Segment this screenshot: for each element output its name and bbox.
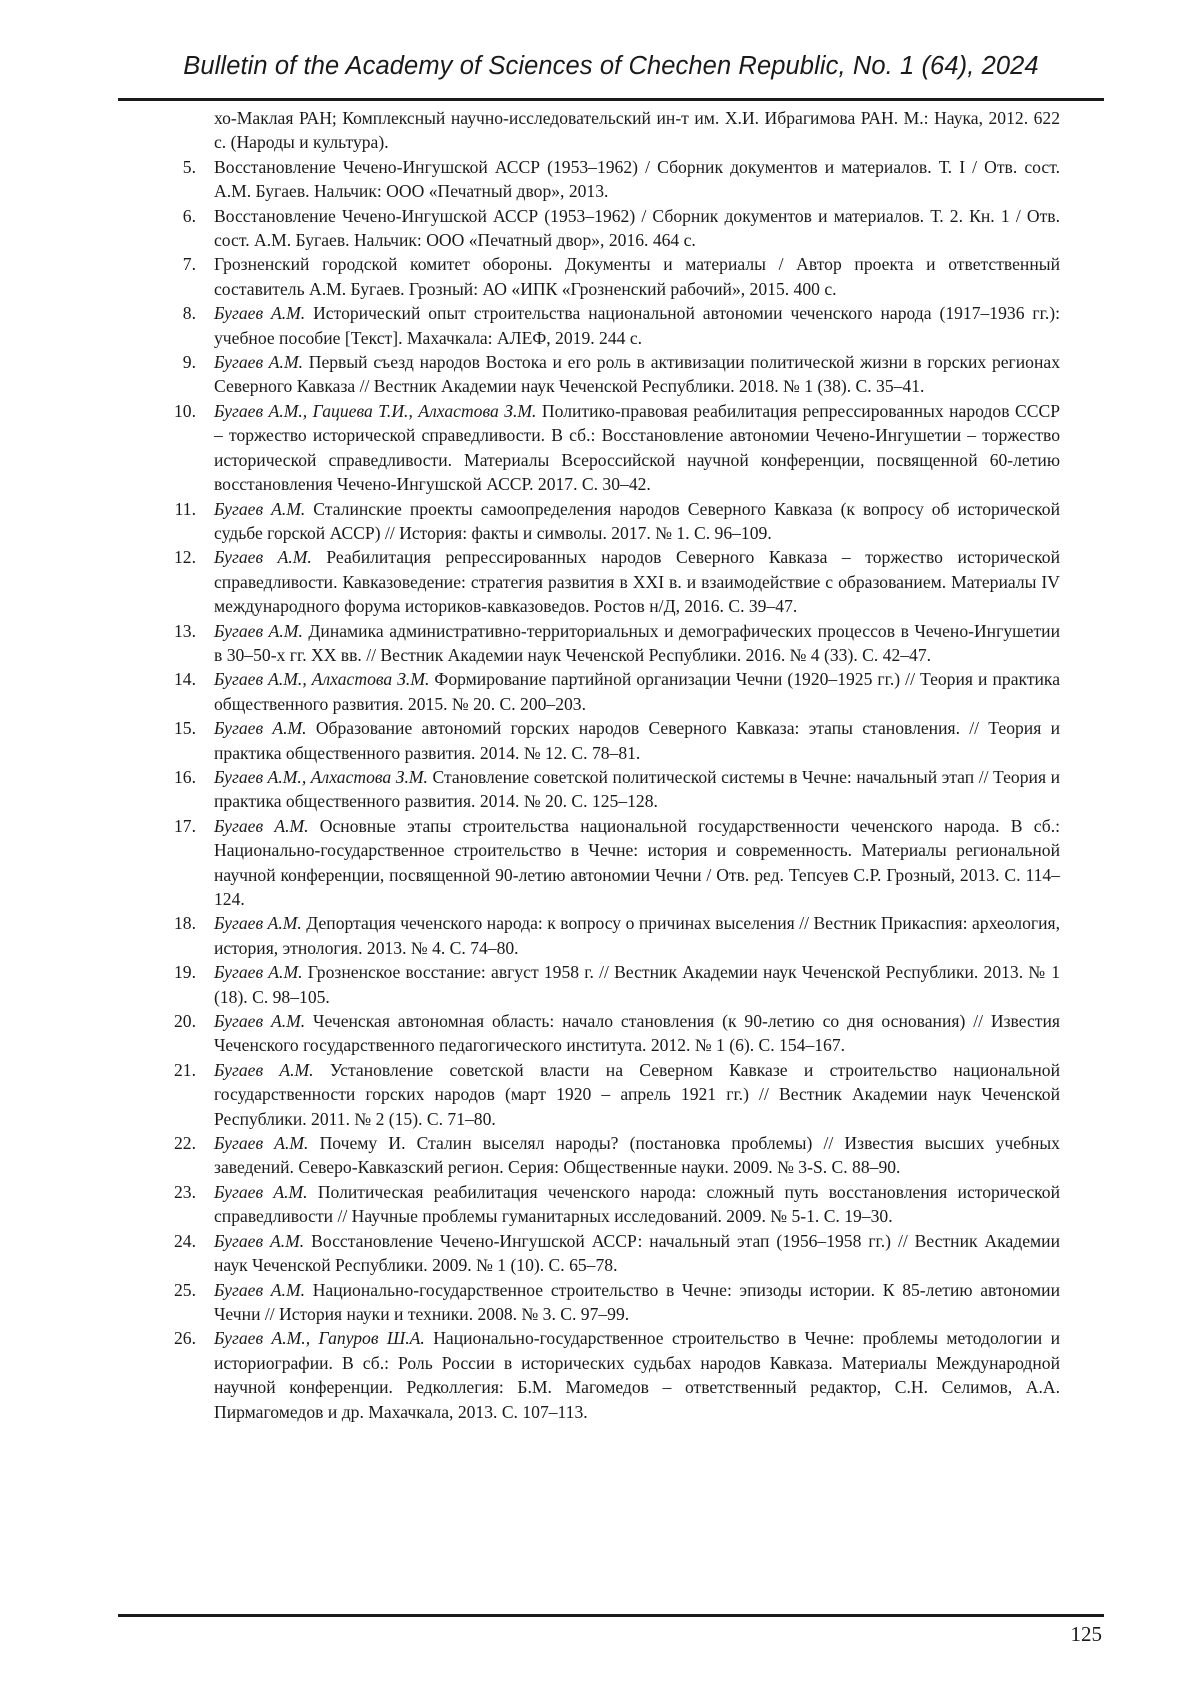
reference-body: Первый съезд народов Востока и его роль в активизации политической жизни в горских регионах Северного Кавказа // Вестник Академии наук Чеченской Республики. 2018. № 1 (38). С. 35–41.: [214, 352, 1060, 397]
reference-author: Бугаев А.М.: [214, 1279, 305, 1300]
reference-author: Бугаев А.М., Гапуров Ш.А.: [214, 1328, 425, 1349]
journal-header: Bulletin of the Academy of Sciences of Chechen Republic, No. 1 (64), 2024: [183, 52, 1039, 80]
reference-number: 22.: [174, 1133, 196, 1154]
reference-author: Бугаев А.М.: [214, 303, 306, 324]
reference-body: Сталинские проекты самоопределения народов Северного Кавказа (к вопросу об исторической судьбе горской АССР) // История: факты и символы. 2017. № 1. С. 96–109.: [214, 498, 1060, 543]
reference-author: Бугаев А.М.: [214, 1133, 309, 1154]
reference-item: [118, 765, 1060, 814]
reference-text: [214, 1131, 1060, 1180]
reference-text: [214, 814, 1060, 912]
reference-body: Восстановление Чечено-Ингушской АССР (1953–1962) / Сборник документов и материалов. Т. 2. Кн. 1 / Отв. сост. А.М. Бугаев. Нальчик: ООО «Печатный двор», 2016. 464 с.: [214, 205, 1060, 251]
reference-item: [118, 399, 1060, 497]
reference-number: 5.: [182, 156, 196, 177]
header-rule: [118, 98, 1104, 101]
reference-item: [118, 1058, 1060, 1131]
reference-item: [118, 1326, 1060, 1424]
reference-author: Бугаев А.М.: [214, 718, 307, 739]
reference-body: Исторический опыт строительства национальной автономии чеченского народа (1917–1936 гг.): учебное пособие [Текст]. Махачкала: АЛЕФ, 2019. 244 с.: [214, 303, 1060, 348]
reference-body: Реабилитация репрессированных народов Северного Кавказа – торжество исторической справедливости. Кавказоведение: стратегия развития в XXI в. и взаимодействие с образованием. Материалы IV международного форума историков-кавказоведов. Ростов н/Д, 2016. С. 39–47.: [214, 547, 1060, 617]
reference-item: [118, 106, 1060, 155]
reference-text: [214, 667, 1060, 716]
reference-item: [118, 667, 1060, 716]
reference-item: [118, 716, 1060, 765]
reference-number: 25.: [174, 1279, 196, 1300]
reference-text: [214, 1058, 1060, 1131]
reference-author: Бугаев А.М.: [214, 913, 302, 934]
reference-number: 16.: [174, 766, 196, 787]
reference-number: 6.: [182, 205, 196, 226]
reference-author: Бугаев А.М., Алхастова З.М.: [214, 766, 428, 787]
reference-item: [118, 350, 1060, 399]
reference-text: [214, 911, 1060, 960]
reference-item: [118, 1180, 1060, 1229]
reference-number: 7.: [182, 254, 196, 275]
reference-author: Бугаев А.М.: [214, 620, 303, 641]
reference-text: [214, 1180, 1060, 1229]
reference-body: Политическая реабилитация чеченского народа: сложный путь восстановления исторической справедливости // Научные проблемы гуманитарных исследований. 2009. № 5-1. С. 19–30.: [214, 1181, 1060, 1227]
reference-text: [214, 252, 1060, 301]
reference-text: [214, 619, 1060, 668]
reference-body: Установление советской власти на Северном Кавказе и строительство национальной государственности горских народов (март 1920 – апрель 1921 гг.) // Вестник Академии наук Чеченской Республики. 2011. № 2 (15). С. 71–80.: [214, 1059, 1061, 1129]
reference-body: Почему И. Сталин выселял народы? (постановка проблемы) // Известия высших учебных заведений. Северо-Кавказский регион. Серия: Общественные науки. 2009. № 3-S. С. 88–90.: [214, 1133, 1060, 1178]
reference-number: 11.: [174, 498, 196, 519]
reference-number: 9.: [182, 352, 196, 373]
reference-item: [118, 960, 1060, 1009]
reference-number: 8.: [182, 303, 196, 324]
reference-item: [118, 301, 1060, 350]
reference-text: [214, 765, 1060, 814]
reference-text: [214, 716, 1060, 765]
reference-text: [214, 497, 1060, 546]
reference-body: Становление советской политической системы в Чечне: начальный этап // Теория и практика общественного развития. 2014. № 20. С. 125–128.: [214, 766, 1061, 812]
reference-text: [214, 545, 1060, 618]
reference-author: Бугаев А.М., Алхастова З.М.: [214, 669, 430, 690]
reference-body: Образование автономий горских народов Северного Кавказа: этапы становления. // Теория и практика общественного развития. 2014. № 12. С. 78–81.: [214, 718, 1060, 763]
reference-body: Национально-государственное строительство в Чечне: эпизоды истории. К 85-летию автономии Чечни // История науки и техники. 2008. № 3. С. 97–99.: [214, 1279, 1060, 1324]
reference-item: [118, 545, 1060, 618]
reference-text: [214, 301, 1060, 350]
reference-text: [214, 204, 1060, 253]
reference-body: Чеченская автономная область: начало становления (к 90-летию со дня основания) // Известия Чеченского государственного педагогического института. 2012. № 1 (6). С. 154–167.: [214, 1011, 1060, 1056]
reference-author: Бугаев А.М.: [214, 962, 303, 983]
reference-number: 24.: [174, 1230, 196, 1251]
reference-author: Бугаев А.М.: [214, 1011, 306, 1032]
reference-item: [118, 497, 1060, 546]
reference-item: [118, 204, 1060, 253]
page-number: 125: [1070, 1622, 1102, 1646]
reference-text: [214, 399, 1060, 497]
reference-body: Грозненский городской комитет обороны. Документы и материалы / Автор проекта и ответственный составитель А.М. Бугаев. Грозный: АО «ИПК «Грозненский рабочий», 2015. 400 с.: [214, 254, 1060, 299]
reference-text: [214, 1326, 1060, 1424]
reference-text: [214, 106, 1060, 155]
reference-number: 15.: [174, 718, 196, 739]
reference-item: [118, 155, 1060, 204]
reference-author: Бугаев А.М.: [214, 547, 312, 568]
reference-list: [118, 106, 1060, 1424]
reference-author: Бугаев А.М.: [214, 1230, 305, 1251]
reference-body: Формирование партийной организации Чечни (1920–1925 гг.) // Теория и практика общественного развития. 2015. № 20. С. 200–203.: [214, 669, 1061, 714]
reference-number: 26.: [174, 1328, 196, 1349]
reference-number: 12.: [174, 547, 196, 568]
footer-rule: [118, 1614, 1104, 1617]
reference-number: 20.: [174, 1011, 196, 1032]
reference-item: [118, 1229, 1060, 1278]
reference-number: 14.: [174, 669, 196, 690]
reference-item: [118, 1009, 1060, 1058]
reference-number: 18.: [174, 913, 196, 934]
reference-body: Грозненское восстание: август 1958 г. // Вестник Академии наук Чеченской Республики. 2013. № 1 (18). С. 98–105.: [214, 962, 1060, 1007]
reference-author: Бугаев А.М., Гациева Т.И., Алхастова З.М.: [214, 400, 537, 421]
reference-body: хо-Маклая РАН; Комплексный научно-исследовательский ин-т им. Х.И. Ибрагимова РАН. М.: Наука, 2012. 622 с. (Народы и культура).: [214, 108, 1060, 153]
reference-text: [214, 350, 1060, 399]
reference-item: [118, 1131, 1060, 1180]
reference-text: [214, 1278, 1060, 1327]
reference-number: 17.: [174, 815, 196, 836]
reference-author: Бугаев А.М.: [214, 498, 306, 519]
reference-number: 21.: [174, 1059, 196, 1080]
reference-text: [214, 1229, 1060, 1278]
reference-author: Бугаев А.М.: [214, 352, 304, 373]
reference-body: Национально-государственное строительство в Чечне: проблемы методологии и историографии. В сб.: Роль России в исторических судьбах народов Кавказа. Материалы Международной научной конференции. Редколлегия: Б.М. Магомедов – ответственный редактор, С.Н. Селимов, А.А. Пирмагомедов и др. Махачкала, 2013. С. 107–113.: [214, 1328, 1060, 1422]
reference-author: Бугаев А.М.: [214, 1059, 314, 1080]
reference-body: Восстановление Чечено-Ингушской АССР (1953–1962) / Сборник документов и материалов. Т. I / Отв. сост. А.М. Бугаев. Нальчик: ООО «Печатный двор», 2013.: [214, 156, 1060, 202]
reference-item: [118, 911, 1060, 960]
reference-author: Бугаев А.М.: [214, 1181, 308, 1202]
reference-body: Восстановление Чечено-Ингушской АССР: начальный этап (1956–1958 гг.) // Вестник Академии наук Чеченской Республики. 2009. № 1 (10). С. 65–78.: [214, 1230, 1060, 1276]
reference-body: Политико-правовая реабилитация репрессированных народов СССР – торжество исторической справедливости. В сб.: Восстановление автономии Чечено-Ингушетии – торжество исторической справедливости. Материалы Всероссийской научной конференции, посвященной 60-летию восстановления Чечено-Ингушской АССР. 2017. С. 30–42.: [214, 400, 1060, 495]
reference-body: Основные этапы строительства национальной государственности чеченского народа. В сб.: Национально-государственное строительство в Чечне: история и современность. Материалы региональной научной конференции, посвященной 90-летию автономии Чечни / Отв. ред. Тепсуев С.Р. Грозный, 2013. С. 114–124.: [214, 815, 1061, 909]
reference-body: Динамика административно-территориальных и демографических процессов в Чечено-Ингушетии в 30–50-х гг. ХХ вв. // Вестник Академии наук Чеченской Республики. 2016. № 4 (33). С. 42–47.: [214, 620, 1060, 665]
reference-item: [118, 619, 1060, 668]
reference-item: [118, 252, 1060, 301]
reference-item: [118, 814, 1060, 912]
reference-text: [214, 155, 1060, 204]
reference-body: Депортация чеченского народа: к вопросу о причинах выселения // Вестник Прикаспия: археология, история, этнология. 2013. № 4. С. 74–80.: [214, 913, 1061, 958]
reference-number: 19.: [174, 962, 196, 983]
reference-number: 13.: [174, 620, 196, 641]
reference-text: [214, 1009, 1060, 1058]
reference-text: [214, 960, 1060, 1009]
reference-number: 10.: [174, 400, 196, 421]
reference-item: [118, 1278, 1060, 1327]
reference-author: Бугаев А.М.: [214, 815, 309, 836]
reference-number: 23.: [174, 1181, 196, 1202]
